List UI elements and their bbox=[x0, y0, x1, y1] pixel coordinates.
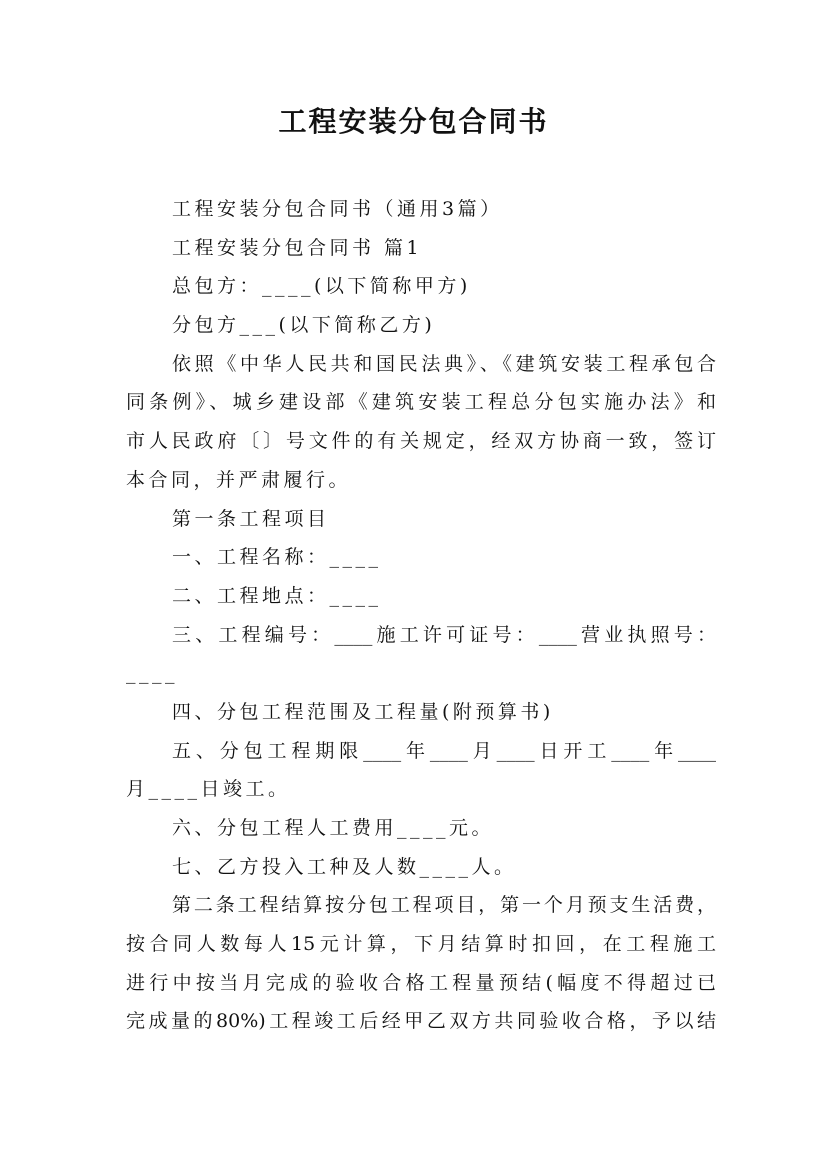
paragraph-line: 月____日竣工。 bbox=[126, 778, 291, 801]
paragraph-line: 三、工程编号：____施工许可证号：____营业执照号： bbox=[172, 623, 716, 646]
paragraph-line: 工程安装分包合同书 篇1 bbox=[172, 236, 423, 259]
paragraph-line: 六、分包工程人工费用____元。 bbox=[172, 817, 495, 839]
paragraph-line: 按合同人数每人15元计算，下月结算时扣回，在工程施工 bbox=[126, 933, 716, 956]
paragraph-line: 五、分包工程期限____年____月____日开工____年____ bbox=[172, 739, 716, 762]
paragraph-line: 一、工程名称：____ bbox=[172, 546, 382, 569]
paragraph-line: 市人民政府〔〕号文件的有关规定，经双方协商一致，签订 bbox=[126, 430, 716, 453]
paragraph-line: 依照《中华人民共和国民法典》、《建筑安装工程承包合 bbox=[172, 352, 716, 375]
paragraph-line: ____ bbox=[126, 662, 178, 685]
page-title: 工程安装分包合同书 bbox=[278, 105, 549, 138]
document-body bbox=[126, 190, 716, 1041]
paragraph-line: 同条例》、城乡建设部《建筑安装工程总分包实施办法》和 bbox=[126, 391, 716, 414]
paragraph-line: 本合同，并严肃履行。 bbox=[126, 468, 352, 491]
section-heading: 第一条工程项目 bbox=[172, 507, 330, 530]
paragraph-line: 进行中按当月完成的验收合格工程量预结(幅度不得超过已 bbox=[126, 971, 716, 994]
paragraph-line: 二、工程地点：____ bbox=[172, 584, 382, 607]
paragraph-line: 四、分包工程范围及工程量(附预算书) bbox=[172, 700, 554, 723]
paragraph-line: 总包方：____(以下简称甲方) bbox=[172, 275, 471, 298]
paragraph-line: 完成量的80%)工程竣工后经甲乙双方共同验收合格，予以结 bbox=[126, 1010, 716, 1033]
section-heading: 第二条工程结算按分包工程项目，第一个月预支生活费， bbox=[172, 894, 716, 917]
paragraph-line: 分包方___(以下简称乙方) bbox=[172, 314, 436, 337]
paragraph-line: 七、乙方投入工种及人数____人。 bbox=[172, 855, 517, 878]
paragraph-line: 工程安装分包合同书（通用3篇） bbox=[172, 198, 503, 220]
